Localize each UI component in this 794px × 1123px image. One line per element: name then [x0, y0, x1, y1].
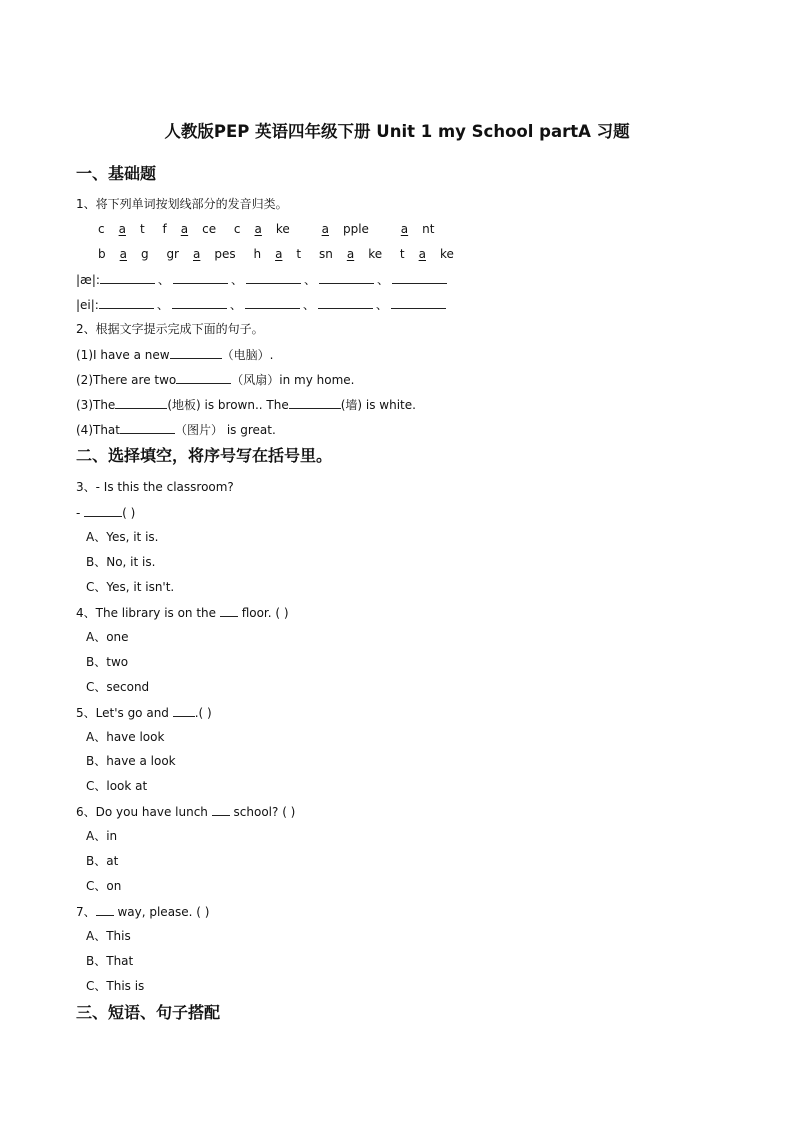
answer-blank[interactable]	[176, 371, 231, 384]
answer-blank[interactable]	[100, 271, 155, 284]
q4-option-c: C、second	[86, 680, 150, 694]
q7-option-c: C、This is	[86, 979, 145, 993]
answer-blank[interactable]	[84, 504, 122, 517]
answer-blank[interactable]	[319, 271, 374, 284]
q1-prompt: 1、将下列单词按划线部分的发音归类。	[76, 197, 288, 211]
q5-stem: 5、Let's go and .( )	[76, 706, 212, 720]
answer-blank[interactable]	[120, 421, 175, 434]
answer-blank[interactable]	[170, 346, 222, 359]
q6-option-c: C、on	[86, 879, 122, 893]
q2-sentence-1: (1)I have a new （电脑）.	[76, 348, 274, 362]
q5-option-a: A、have look	[86, 730, 165, 744]
q3-answer-line: - ( )	[76, 506, 136, 520]
answer-blank[interactable]	[289, 396, 341, 409]
section-heading-basic: 一、基础题	[76, 164, 157, 183]
q2-sentence-4: (4)That （图片） is great.	[76, 423, 276, 437]
q1-phoneme-row-ei: |ei|: 、 、 、 、	[76, 296, 446, 313]
word: sn a ke	[318, 247, 383, 261]
word: a nt	[400, 222, 435, 236]
word: gr a pes	[166, 247, 236, 261]
phoneme-label: |ei|:	[76, 298, 99, 312]
word: h a t	[253, 247, 302, 261]
q5-option-c: C、look at	[86, 779, 148, 793]
word: a pple	[321, 222, 369, 236]
q6-option-b: B、at	[86, 854, 119, 868]
q2-prompt: 2、根据文字提示完成下面的句子。	[76, 322, 264, 336]
q2-sentence-3: (3)The (地板) is brown.. The (墙) is white.	[76, 398, 416, 412]
word: b a g	[98, 247, 149, 261]
q3-stem: 3、- Is this the classroom?	[76, 480, 234, 494]
q4-option-b: B、two	[86, 655, 129, 669]
word: c a ke	[233, 222, 290, 236]
q3-option-c: C、Yes, it isn't.	[86, 580, 175, 594]
answer-blank[interactable]	[173, 704, 195, 717]
q1-word-row-2	[98, 246, 454, 262]
q3-option-a: A、Yes, it is.	[86, 530, 159, 544]
word: f a ce	[162, 222, 217, 236]
document-title: 人教版PEP 英语四年级下册 Unit 1 my School partA 习题	[164, 122, 630, 141]
phoneme-label: |æ|:	[76, 273, 100, 287]
word: t a ke	[399, 247, 454, 261]
answer-blank[interactable]	[173, 271, 228, 284]
q7-option-a: A、This	[86, 929, 131, 943]
answer-blank[interactable]	[392, 271, 447, 284]
q1-word-row-1	[98, 221, 434, 237]
q4-option-a: A、one	[86, 630, 129, 644]
answer-blank[interactable]	[96, 903, 114, 916]
q1-phoneme-row-ae: |æ|: 、 、 、 、	[76, 271, 447, 288]
q4-stem: 4、The library is on the floor. ( )	[76, 606, 289, 620]
q3-option-b: B、No, it is.	[86, 555, 156, 569]
answer-blank[interactable]	[212, 803, 230, 816]
answer-blank[interactable]	[220, 604, 238, 617]
answer-blank[interactable]	[115, 396, 167, 409]
answer-blank[interactable]	[245, 296, 300, 309]
section-heading-matching: 三、短语、句子搭配	[76, 1003, 221, 1022]
word: c a t	[98, 222, 145, 236]
q5-option-b: B、have a look	[86, 754, 176, 768]
q7-stem: 7、 way, please. ( )	[76, 905, 210, 919]
answer-blank[interactable]	[318, 296, 373, 309]
answer-blank[interactable]	[391, 296, 446, 309]
answer-blank[interactable]	[246, 271, 301, 284]
q6-stem: 6、Do you have lunch school? ( )	[76, 805, 296, 819]
q7-option-b: B、That	[86, 954, 134, 968]
section-heading-choice: 二、选择填空，将序号写在括号里。	[76, 446, 333, 465]
answer-blank[interactable]	[172, 296, 227, 309]
q2-sentence-2: (2)There are two （风扇）in my home.	[76, 373, 355, 387]
q6-option-a: A、in	[86, 829, 118, 843]
answer-blank[interactable]	[99, 296, 154, 309]
